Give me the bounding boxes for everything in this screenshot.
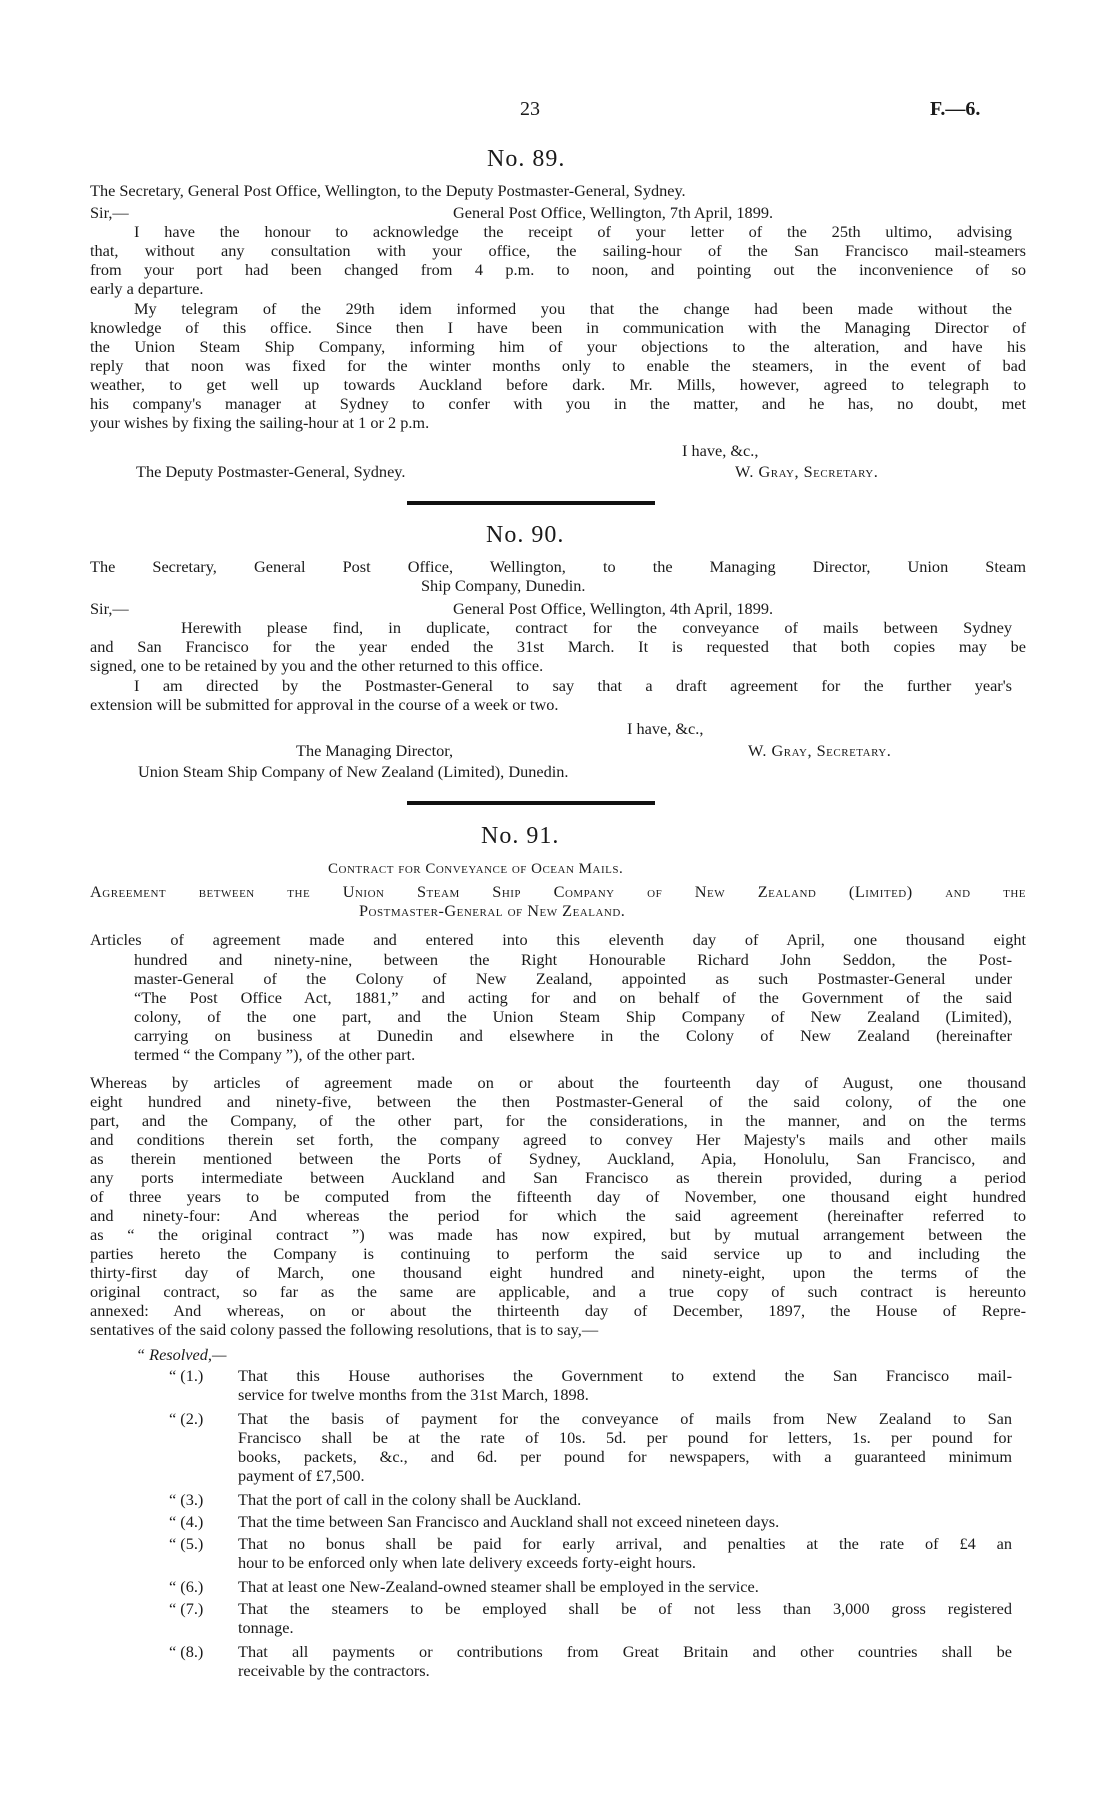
articles-line: carrying on business at Dunedin and elsewhere in the Colony of New Zealand (hereinafter — [134, 1026, 1012, 1045]
resolution-number: “ (4.) — [169, 1512, 204, 1531]
resolution-line: tonnage. — [238, 1618, 294, 1637]
letter-89-line: My telegram of the 29th idem informed you that the change had been made without the — [134, 299, 1012, 318]
resolution-line: That the time between San Francisco and Auckland shall not exceed nineteen days. — [238, 1512, 780, 1531]
letter-90-line: signed, one to be retained by you and the other returned to this office. — [90, 656, 544, 675]
articles-line: master-General of the Colony of New Zealand, appointed as such Postmaster-General under — [134, 969, 1012, 988]
resolution-line: Francisco shall be at the rate of 10s. 5d. per pound for letters, 1s. per pound for — [238, 1428, 1012, 1447]
letter-89-place-date: General Post Office, Wellington, 7th April, 1899. — [453, 203, 774, 222]
articles-line: hundred and ninety-nine, between the Right Honourable Richard John Seddon, the Post- — [134, 950, 1012, 969]
letter-89-signature: W. Gray, Secretary. — [735, 462, 879, 481]
articles-line: Articles of agreement made and entered into this eleventh day of April, one thousand eight — [90, 930, 1026, 949]
whereas-line: sentatives of the said colony passed the following resolutions, that is to say,— — [90, 1320, 599, 1339]
resolution-line: That all payments or contributions from Great Britain and other countries shall be — [238, 1642, 1012, 1661]
whereas-line: part, and the Company, of the other part, for the considerations, in the manner, and on the terms — [90, 1111, 1026, 1130]
letter-89-salutation: Sir,— — [90, 203, 129, 222]
whereas-line: any ports intermediate between Auckland and San Francisco as therein provided, during a period — [90, 1168, 1026, 1187]
letter-89-line: reply that noon was fixed for the winter months only to enable the steamers, in the event of bad — [90, 356, 1026, 375]
resolution-number: “ (1.) — [169, 1366, 204, 1385]
contract-title: Contract for Conveyance of Ocean Mails. — [328, 861, 624, 877]
resolution-line: That the port of call in the colony shall be Auckland. — [238, 1490, 582, 1509]
letter-89-from-line: The Secretary, General Post Office, Wellington, to the Deputy Postmaster-General, Sydney. — [90, 181, 686, 200]
resolution-number: “ (7.) — [169, 1599, 204, 1618]
resolution-number: “ (3.) — [169, 1490, 204, 1509]
section-divider — [407, 801, 655, 805]
whereas-line: of three years to be computed from the fifteenth day of November, one thousand eight hundred — [90, 1187, 1026, 1206]
resolution-number: “ (5.) — [169, 1534, 204, 1553]
letter-89-line: from your port had been changed from 4 p.m. to noon, and pointing out the inconvenience of so — [90, 260, 1026, 279]
whereas-line: eight hundred and ninety-five, between the then Postmaster-General of the said colony, of the one — [90, 1092, 1026, 1111]
letter-90-line: I am directed by the Postmaster-General to say that a draft agreement for the further year's — [134, 676, 1012, 695]
resolution-line: That at least one New-Zealand-owned steamer shall be employed in the service. — [238, 1577, 759, 1596]
resolution-line: books, packets, &c., and 6d. per pound for newspapers, with a guaranteed minimum — [238, 1447, 1012, 1466]
resolution-line: That the basis of payment for the conveyance of mails from New Zealand to San — [238, 1409, 1012, 1428]
document-reference: F.—6. — [930, 98, 981, 120]
articles-line: termed “ the Company ”), of the other part. — [134, 1045, 416, 1064]
letter-90-salutation: Sir,— — [90, 599, 129, 618]
letter-89-closing: I have, &c., — [682, 441, 759, 460]
whereas-line: original contract, so far as the same are applicable, and a true copy of such contract is hereunto — [90, 1282, 1026, 1301]
resolution-number: “ (6.) — [169, 1577, 204, 1596]
resolution-line: That the steamers to be employed shall be of not less than 3,000 gross registered — [238, 1599, 1012, 1618]
resolution-line: That this House authorises the Government to extend the San Francisco mail- — [238, 1366, 1012, 1385]
letter-90-signature: W. Gray, Secretary. — [748, 741, 892, 760]
whereas-line: and ninety-four: And whereas the period for which the said agreement (hereinafter referred to — [90, 1206, 1026, 1225]
letter-89-line: your wishes by fixing the sailing-hour at 1 or 2 p.m. — [90, 413, 430, 432]
letter-90-line: extension will be submitted for approval in the course of a week or two. — [90, 695, 559, 714]
letter-90-line: Herewith please find, in duplicate, contract for the conveyance of mails between Sydney — [181, 618, 1012, 637]
page-number: 23 — [520, 98, 540, 120]
letter-90-addressee-2: Union Steam Ship Company of New Zealand (Limited), Dunedin. — [138, 762, 569, 781]
letter-89-line: early a departure. — [90, 279, 204, 298]
resolution-line: payment of £7,500. — [238, 1466, 365, 1485]
letter-89-line: that, without any consultation with your office, the sailing-hour of the San Francisco mail-steamers — [90, 241, 1026, 260]
letter-89-number: No. 89. — [487, 146, 566, 172]
letter-89-line: the Union Steam Ship Company, informing him of your objections to the alteration, and have his — [90, 337, 1026, 356]
resolution-number: “ (2.) — [169, 1409, 204, 1428]
letter-89-addressee: The Deputy Postmaster-General, Sydney. — [136, 462, 406, 481]
letter-89-line: knowledge of this office. Since then I have been in communication with the Managing Director of — [90, 318, 1026, 337]
letter-90-from-line-1: The Secretary, General Post Office, Wellington, to the Managing Director, Union Steam — [90, 557, 1026, 576]
letter-90-from-line-2: Ship Company, Dunedin. — [421, 576, 586, 595]
whereas-line: as therein mentioned between the Ports of Sydney, Auckland, Apia, Honolulu, San Francisco, and — [90, 1149, 1026, 1168]
resolution-line: That no bonus shall be paid for early arrival, and penalties at the rate of £4 an — [238, 1534, 1012, 1553]
letter-90-number: No. 90. — [486, 522, 565, 548]
articles-line: “The Post Office Act, 1881,” and acting for and on behalf of the Government of the said — [134, 988, 1012, 1007]
resolution-line: receivable by the contractors. — [238, 1661, 430, 1680]
whereas-line: Whereas by articles of agreement made on or about the fourteenth day of August, one thousand — [90, 1073, 1026, 1092]
whereas-line: as “ the original contract ”) was made has now expired, but by mutual arrangement between the — [90, 1225, 1026, 1244]
agreement-line-1: Agreement between the Union Steam Ship Company of New Zealand (Limited) and the — [90, 882, 1026, 901]
letter-90-addressee-1: The Managing Director, — [296, 741, 454, 760]
letter-90-place-date: General Post Office, Wellington, 4th April, 1899. — [453, 599, 774, 618]
whereas-line: annexed: And whereas, on or about the thirteenth day of December, 1897, the House of Repre- — [90, 1301, 1026, 1320]
resolution-line: hour to be enforced only when late delivery exceeds forty-eight hours. — [238, 1553, 696, 1572]
whereas-line: and conditions therein set forth, the company agreed to convey Her Majesty's mails and other mails — [90, 1130, 1026, 1149]
whereas-line: parties hereto the Company is continuing to perform the said service up to and including the — [90, 1244, 1026, 1263]
whereas-line: thirty-first day of March, one thousand eight hundred and ninety-eight, upon the terms of the — [90, 1263, 1026, 1282]
letter-89-line: his company's manager at Sydney to confer with you in the matter, and he has, no doubt, met — [90, 394, 1026, 413]
agreement-line-2: Postmaster-General of New Zealand. — [359, 901, 626, 920]
articles-line: colony, of the one part, and the Union Steam Ship Company of New Zealand (Limited), — [134, 1007, 1012, 1026]
resolution-number: “ (8.) — [169, 1642, 204, 1661]
letter-89-line: weather, to get well up towards Auckland before dark. Mr. Mills, however, agreed to telegraph to — [90, 375, 1026, 394]
item-91-number: No. 91. — [481, 823, 560, 849]
letter-89-line: I have the honour to acknowledge the receipt of your letter of the 25th ultimo, advising — [134, 222, 1012, 241]
resolution-line: service for twelve months from the 31st March, 1898. — [238, 1385, 589, 1404]
letter-90-line: and San Francisco for the year ended the 31st March. It is requested that both copies may be — [90, 637, 1026, 656]
resolved-heading: “ Resolved,— — [136, 1345, 227, 1364]
section-divider — [407, 501, 655, 505]
letter-90-closing: I have, &c., — [627, 719, 704, 738]
